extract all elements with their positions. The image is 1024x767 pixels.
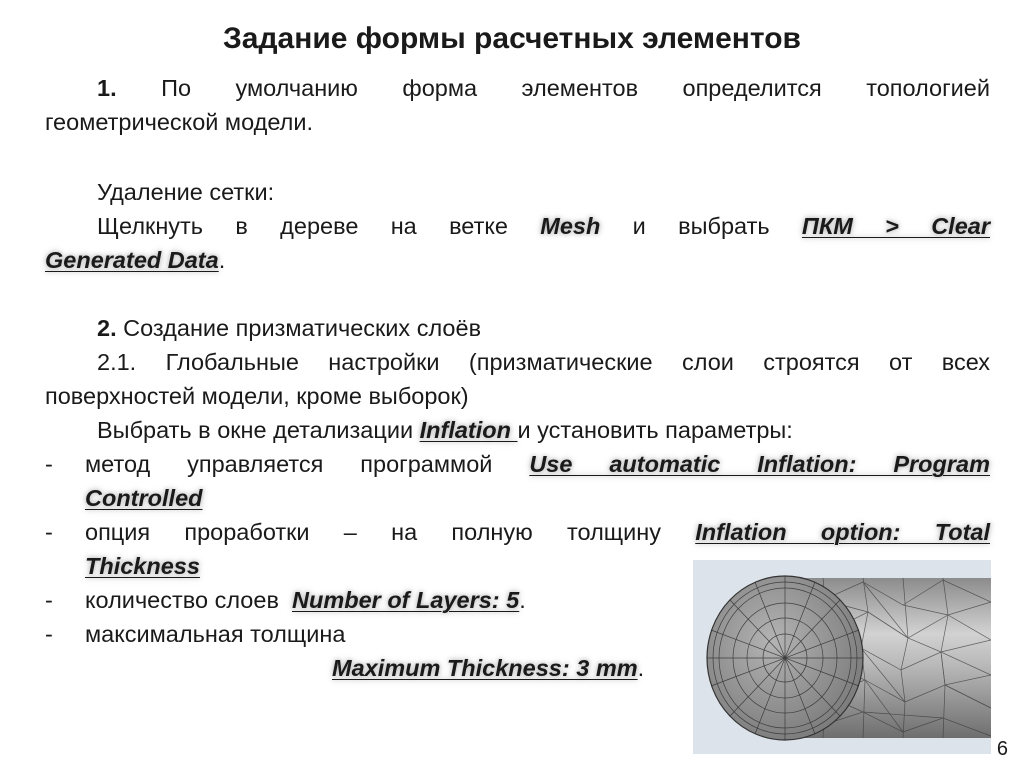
p1-line1 xyxy=(45,72,990,104)
inflation-term: Inflation xyxy=(419,417,518,443)
page-number: 6 xyxy=(996,738,1008,760)
bullet-2-term-2: Thickness xyxy=(85,553,200,579)
bullet-1-cont-text xyxy=(85,482,990,514)
bullet-4-text: максимальная толщина xyxy=(85,621,346,647)
p2-number: 2. xyxy=(97,315,117,341)
removal-line1 xyxy=(45,210,990,242)
bullet-2-term: Inflation option: Total xyxy=(695,519,990,545)
removal-line2 xyxy=(45,244,990,276)
bullet-1-plain: метод управляется программой xyxy=(85,451,530,477)
mesh-cylinder-svg xyxy=(693,560,991,754)
p1-number: 1. xyxy=(97,75,117,101)
bullet-dash: - xyxy=(45,621,53,647)
removal-heading: Удаление сетки: xyxy=(97,179,275,205)
p2-title: Создание призматических слоёв xyxy=(116,315,482,341)
bullet-2-plain: опция проработки – на полную толщину xyxy=(85,519,696,545)
bullet-dash: - xyxy=(45,587,53,613)
bullet-3-end: . xyxy=(519,587,526,613)
bullet-dash: - xyxy=(45,451,53,477)
p1-text: По умолчанию форма элементов определится топологией xyxy=(116,75,990,101)
bullet-1-term: Use automatic Inflation: Program xyxy=(529,451,990,477)
bullet-2-text xyxy=(85,516,990,548)
choose-line xyxy=(45,414,990,446)
removal-text-a: Щелкнуть в дереве на ветке xyxy=(97,213,541,239)
slide-title: Задание формы расчетных элементов xyxy=(223,22,801,55)
mesh-term: Mesh xyxy=(540,213,601,239)
bullet-dash: - xyxy=(45,519,53,545)
removal-end: . xyxy=(218,247,226,273)
bullet-1-term-2: Controlled xyxy=(85,485,203,511)
pkm-term: ПКМ > Clear xyxy=(801,213,990,239)
choose-text-a: Выбрать в окне детализации xyxy=(97,417,420,443)
bullet-3-term: Number of Layers: 5 xyxy=(292,587,520,613)
s21-line2: поверхностей модели, кроме выборок) xyxy=(45,383,469,409)
bullet-4-term: Maximum Thickness: 3 mm xyxy=(332,655,638,681)
s21-line1: 2.1. Глобальные настройки (призматические слои строятся от всех xyxy=(97,349,990,375)
generated-data-term: Generated Data xyxy=(45,247,219,273)
bullet-3-plain: количество слоев xyxy=(85,587,292,613)
bullet-1-text xyxy=(85,448,990,480)
p1-line2: геометрической модели. xyxy=(45,109,314,135)
p2-title-line xyxy=(45,312,990,344)
removal-text-b: и выбрать xyxy=(600,213,802,239)
choose-text-b: и установить параметры: xyxy=(517,417,793,443)
bullet-4-end: . xyxy=(637,655,645,681)
mesh-cylinder-image xyxy=(693,560,991,754)
